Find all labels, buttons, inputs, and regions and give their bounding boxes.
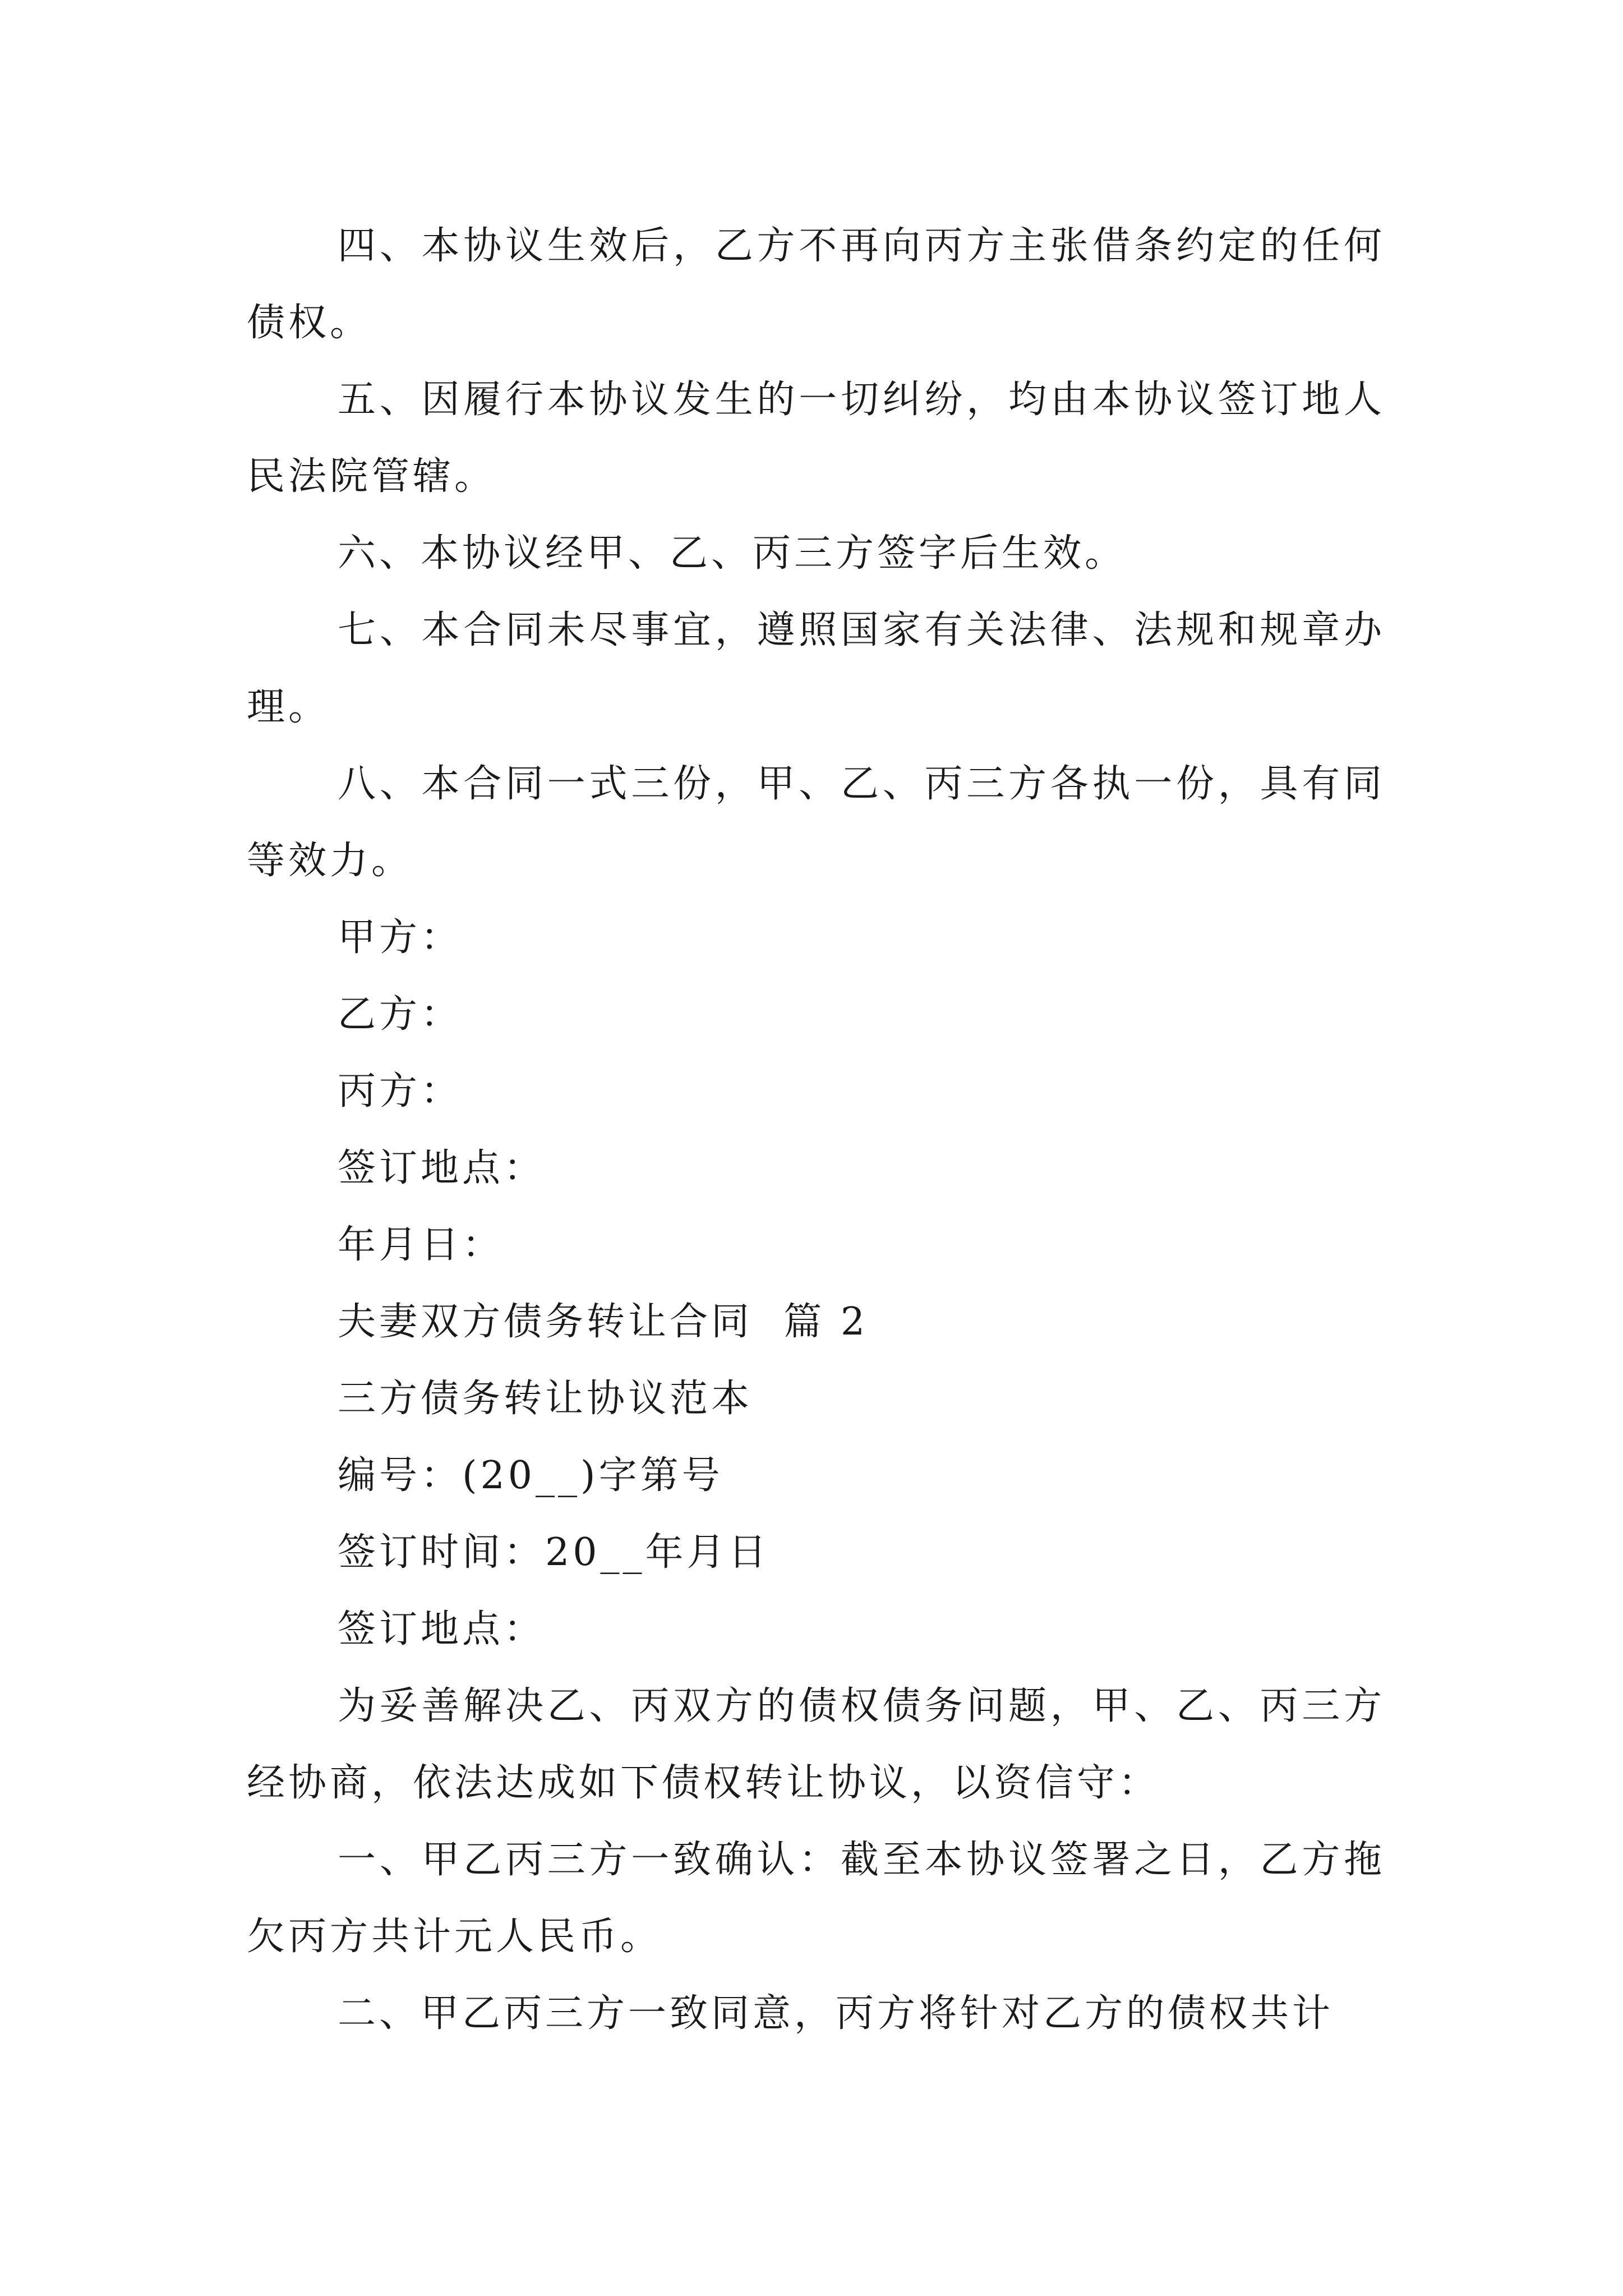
clause-seven: 七、本合同未尽事宜，遵照国家有关法律、法规和规章办理。 xyxy=(247,608,1385,729)
clause-one: 一、甲乙丙三方一致确认：截至本协议签署之日，乙方拖欠丙方共计元人民币。 xyxy=(247,1838,1385,1959)
party-c-signature: 丙方： xyxy=(338,1069,463,1114)
clause-four: 四、本协议生效后，乙方不再向丙方主张借条约定的任何债权。 xyxy=(247,224,1385,345)
preamble: 为妥善解决乙、丙双方的债权债务问题，甲、乙、丙三方经协商，依法达成如下债权转让协议，以资信守： xyxy=(247,1684,1385,1805)
signing-date: 年月日： xyxy=(338,1223,504,1267)
clause-six: 六、本协议经甲、乙、丙三方签字后生效。 xyxy=(338,531,1127,576)
clause-eight: 八、本合同一式三份，甲、乙、丙三方各执一份，具有同等效力。 xyxy=(247,762,1385,883)
signing-place: 签订地点： xyxy=(338,1607,546,1651)
contract-number: 编号：(20__)字第号 xyxy=(338,1453,723,1498)
signing-location: 签订地点： xyxy=(338,1146,546,1190)
party-b-signature: 乙方： xyxy=(338,992,463,1037)
clause-two: 二、甲乙丙三方一致同意，丙方将针对乙方的债权共计 xyxy=(338,1991,1334,2036)
document-subtitle: 三方债务转让协议范本 xyxy=(338,1377,753,1421)
clause-five: 五、因履行本协议发生的一切纠纷，均由本协议签订地人民法院管辖。 xyxy=(247,378,1385,499)
party-a-signature: 甲方： xyxy=(338,915,463,960)
section-title: 夫妻双方债务转让合同 篇 2 xyxy=(338,1300,869,1344)
signing-time: 签订时间：20__年月日 xyxy=(338,1530,770,1575)
document-body xyxy=(247,208,1385,2052)
